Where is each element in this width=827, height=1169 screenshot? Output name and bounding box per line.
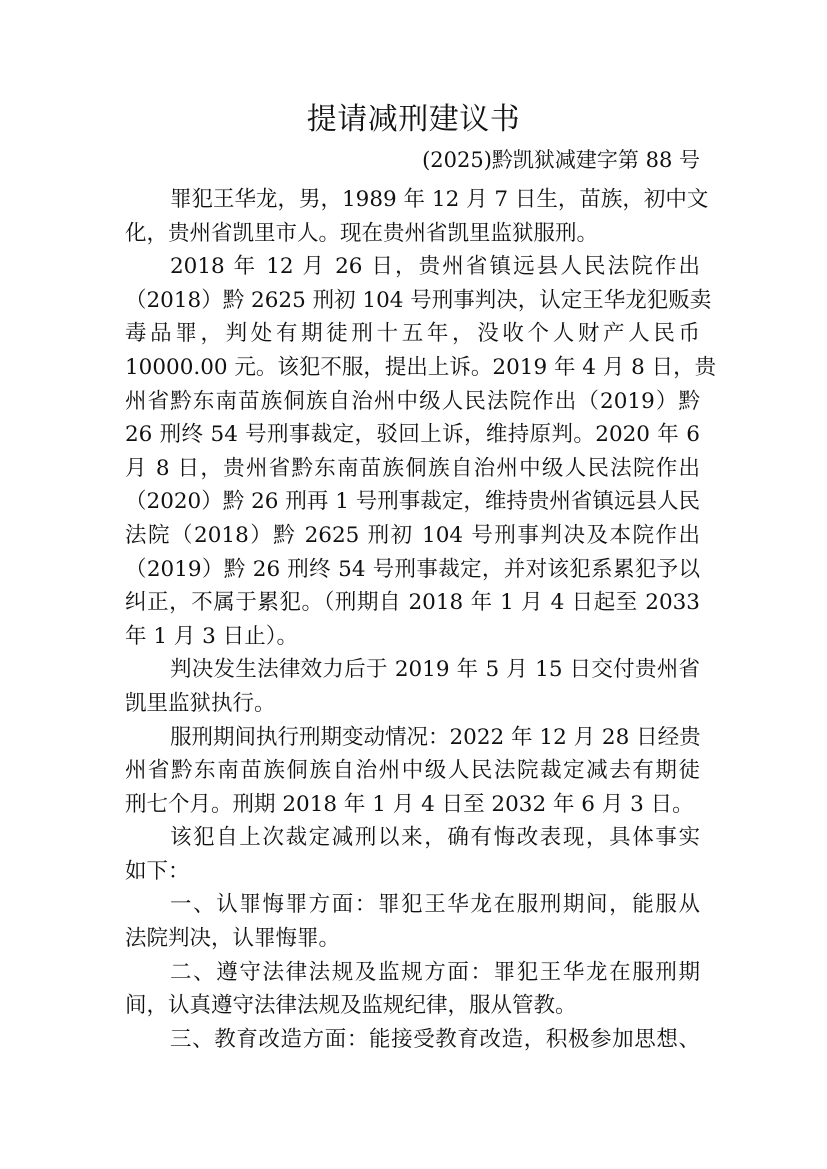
body-line: 刑七个月。刑期 2018 年 1 月 4 日至 2032 年 6 月 3 日。 bbox=[125, 791, 694, 817]
paragraph-education-reform bbox=[125, 1023, 700, 1057]
body-line: 月 8 日，贵州省黔东南苗族侗族自治州中级人民法院作出 bbox=[125, 455, 700, 481]
body-line: 间，认真遵守法律法规及监规纪律，服从管教。 bbox=[125, 993, 577, 1019]
body-line: 一、认罪悔罪方面：罪犯王华龙在服刑期间，能服从 bbox=[170, 892, 700, 918]
body-line: 三、教育改造方面：能接受教育改造，积极参加思想、 bbox=[170, 1026, 700, 1052]
body-line: 州省黔东南苗族侗族自治州中级人民法院作出（2019）黔 bbox=[125, 388, 700, 414]
body-line: 二、遵守法律法规及监规方面：罪犯王华龙在服刑期 bbox=[170, 959, 700, 985]
paragraph-original-judgment bbox=[125, 250, 717, 653]
body-line: 26 刑终 54 号刑事裁定，驳回上诉，维持原判。2020 年 6 bbox=[125, 422, 700, 448]
body-line: 服刑期间执行刑期变动情况：2022 年 12 月 28 日经贵 bbox=[170, 724, 701, 750]
body-line: 如下： bbox=[125, 858, 190, 884]
body-line: 化，贵州省凯里市人。现在贵州省凯里监狱服刑。 bbox=[125, 220, 599, 246]
document-number: (2025)黔凯狱减建字第 88 号 bbox=[422, 148, 700, 172]
paragraph-law-compliance bbox=[125, 956, 700, 1023]
body-line: （2018）黔 2625 刑初 104 号刑事判决，认定王华龙犯贩卖 bbox=[125, 287, 712, 313]
body-line: 州省黔东南苗族侗族自治州中级人民法院裁定减去有期徒 bbox=[125, 758, 700, 784]
paragraph-sentence-changes bbox=[125, 721, 700, 822]
body-line: 毒品罪，判处有期徒刑十五年，没收个人财产人民币 bbox=[125, 321, 700, 347]
body-line: 2018 年 12 月 26 日，贵州省镇远县人民法院作出 bbox=[170, 254, 700, 280]
paragraph-execution bbox=[125, 653, 700, 720]
document-title: 提请减刑建议书 bbox=[306, 102, 521, 137]
body-line: 凯里监狱执行。 bbox=[125, 690, 276, 716]
body-line: （2020）黔 26 刑再 1 号刑事裁定，维持贵州省镇远县人民 bbox=[125, 489, 700, 515]
body-line: 纠正，不属于累犯。（刑期自 2018 年 1 月 4 日起至 2033 bbox=[125, 590, 700, 616]
paragraph-criminal-profile bbox=[125, 183, 709, 250]
body-line: 罪犯王华龙，男，1989 年 12 月 7 日生，苗族，初中文 bbox=[170, 187, 709, 212]
body-line: 年 1 月 3 日止）。 bbox=[125, 623, 298, 649]
body-line: 该犯自上次裁定减刑以来，确有悔改表现，具体事实 bbox=[170, 825, 700, 851]
paragraph-plea-remorse bbox=[125, 888, 700, 955]
paragraph-reform-intro bbox=[125, 821, 700, 888]
body-line: （2019）黔 26 刑终 54 号刑事裁定，并对该犯系累犯予以 bbox=[125, 556, 700, 582]
body-line: 法院判决，认罪悔罪。 bbox=[125, 926, 341, 952]
body-line: 判决发生法律效力后于 2019 年 5 月 15 日交付贵州省 bbox=[170, 657, 700, 683]
body-line: 10000.00 元。该犯不服，提出上诉。2019 年 4 月 8 日，贵 bbox=[125, 354, 717, 380]
body-line: 法院（2018）黔 2625 刑初 104 号刑事判决及本院作出 bbox=[125, 522, 700, 548]
document-body bbox=[125, 183, 717, 1056]
